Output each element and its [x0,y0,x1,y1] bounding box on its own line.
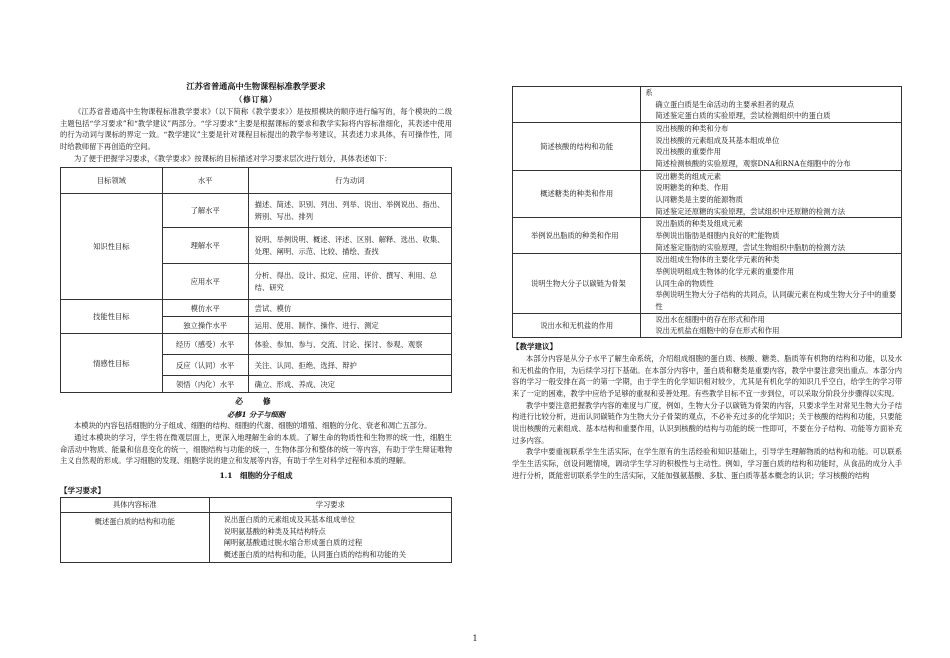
left-column [60,0,452,563]
req-topic: 概述蛋白质的结构和功能 [61,512,210,562]
cont-item: 说出核酸的种类和分布 [655,124,729,134]
cont-item: 说出组成生物体的主要化学元素的种类 [655,255,780,265]
level-cell: 独立操作水平 [162,317,248,334]
cont-item: 说出核酸的重要作用 [655,147,722,157]
verbs-cell: 描述、简述、识别、列出、列举、说出、举例说出、指出、辨别、写出、排列 [248,194,451,228]
req-header-requirement: 学习要求 [209,498,451,513]
verbs-cell: 关注、认同、拒绝、选择、辩护 [248,355,451,376]
domain-skill: 技能性目标 [61,300,163,334]
level-cell: 应用水平 [162,264,248,300]
teaching-paragraph-2: 教学中要注意把握教学内容的难度与广度，例如，生物大分子以碳链为骨架的内容，只要求学生对常见生物大分子结构进行比较分析，进而认同碳链作为生物大分子骨架的观点，不必补充过多的化学知识；关于核酸的结构和功能，只要能说出核酸的元素组成、基本结构和重要作用，认识到核酸的结构与功能的统一性即可，不要在分子结构、功能等方面补充过多内容。 [512,400,902,445]
cont-item: 举例说出脂肪是细胞内良好的贮能物质 [655,231,780,241]
level-cell: 模仿水平 [162,300,248,317]
cont-item: 确立蛋白质是生命活动的主要承担者的观点 [655,99,794,109]
verbs-cell: 运用、使用、制作、操作、进行、测定 [248,317,451,334]
cont-item: 说明糖类的种类、作用 [655,183,729,193]
cont-item: 说出糖类的组成元素 [655,171,722,181]
document-subtitle: （修订稿） [234,95,278,105]
cont-item: 举例说明生物大分子结构的共同点，认同碳元素在构成生物大分子中的重要性 [655,290,897,312]
cont-topic: 举例说出脂质的种类和作用 [513,218,641,254]
levels-header-verbs: 行为动词 [248,168,451,194]
cont-item: 举例说明组成生物体的化学元素的重要作用 [655,267,794,277]
level-cell: 了解水平 [162,194,248,228]
cont-items [641,170,902,218]
domain-emotion: 情感性目标 [61,334,163,393]
verbs-cell: 说明、举例说明、概述、评述、区别、解释、选出、收集、处理、阐明、示范、比较、描绘、查找 [248,228,451,264]
cont-item: 系 [645,88,653,97]
cont-items [641,87,902,123]
module-intro-2: 通过本模块的学习，学生将在微观层面上，更深入地理解生命的本质。了解生命的物质性和生物界的统一性，细胞生命活动中物质、能量和信息变化的统一，细胞结构与功能的统一，生物体部分和整体的统一等内容，有助于学生辩证唯物主义自然观的形成。学习细胞的发现、细胞学说的建立和发展等内容，有助于学生对科学过程和本质的理解。 [60,433,452,466]
verbs-cell: 体验、参加、参与、交流、讨论、探讨、参观、观察 [248,334,451,355]
cont-item: 简述鉴定还原糖的实验原理，尝试组织中还原糖的检测方法 [655,206,846,216]
subsection-heading: 1.1 细胞的分子组成 [219,471,293,481]
teaching-suggestions-heading: 【教学建议】 [512,342,557,352]
cont-item: 认同糖类是主要的能源物质 [655,195,743,205]
domain-knowledge: 知识性目标 [61,194,163,300]
cont-item: 说出无机盐在细胞中的存在形式和作用 [655,326,780,336]
module-heading: 必修1 分子与细胞 [227,409,285,419]
level-cell: 经历（感受）水平 [162,334,248,355]
intro-paragraph-1: 《江苏省普通高中生物课程标准教学要求》（以下简称《教学要求》）是按照模块的顺序进行编写的，每个模块的二级主题包括“学习要求”和“教学建议”两部分。“学习要求”主要是根据课标的要求和教学实际将内容标准细化，其表述中使用的行为动词与课标的界定一致。“教学建议”主要是针对课程目标提出的教学参考建议，其表述力求具体，有可操作性，同时给教师留下再创造的空间。 [60,107,452,152]
cont-topic-empty [513,87,641,123]
cont-item: 简述鉴定蛋白质的实验原理，尝试检测组织中的蛋白质 [655,111,831,121]
requirements-table [60,497,452,562]
cont-items [641,218,902,254]
cont-item: 简述鉴定脂肪的实验原理，尝试生物组织中脂肪的检测方法 [655,242,846,252]
req-item: 说出蛋白质的元素组成及其基本组成单位 [223,514,355,524]
teaching-paragraph-1: 本部分内容是从分子水平了解生命系统，介绍组成细胞的蛋白质、核酸、糖类、脂质等有机物的结构和功能，以及水和无机盐的作用，为后续学习打下基础。在本部分内容中，蛋白质和糖类是重要内容，教学中要注意突出重点。本部分内容的学习一般安排在高一的第一学期，由于学生的化学知识相对较少，尤其是有机化学的知识几乎空白，给学生的学习带来了一定的困难，教学中应给予足够的重视和妥善处理。有些教学目标不宜一步到位，可以采取分阶段分步骤得以实现。 [512,354,902,399]
req-item: 说明氨基酸的种类及其结构特点 [223,526,326,536]
teaching-paragraph-3: 教学中要重视联系学生生活实际，在学生原有的生活经验和知识基础上，引导学生理解物质的结构和功能。可以联系学生生活实际，创设问题情境，调动学生学习的积极性与主动性。例如，学习蛋白质的结构和功能时，从食品的成分入手进行分析，既能密切联系学生的生活实际，又能加强氨基酸、多肽、蛋白质等基本概念的认识；学习核酸的结构 [512,447,902,480]
levels-table [60,167,452,393]
req-item: 概述蛋白质的结构和功能，认同蛋白质的结构和功能的关 [223,549,406,559]
section-heading: 必 修 [235,397,277,407]
cont-topic: 概述糖类的种类和作用 [513,170,641,218]
req-header-standard: 具体内容标准 [61,498,210,513]
req-item: 阐明氨基酸通过脱水缩合形成蛋白质的过程 [223,538,363,548]
level-cell: 反应（认同）水平 [162,355,248,376]
verbs-cell: 分析、得出、设计、拟定、应用、评价、撰写、利用、总结、研究 [248,264,451,300]
cont-items [641,254,902,313]
level-cell: 理解水平 [162,228,248,264]
cont-item: 说出脂质的种类及组成元素 [655,219,743,229]
cont-topic: 说出水和无机盐的作用 [513,313,641,337]
cont-item: 认同生命的物质性 [655,278,714,288]
right-column [512,0,902,482]
cont-item: 说出核酸的元素组成及其基本组成单位 [655,135,780,145]
cont-item: 说出水在细胞中的存在形式和作用 [655,314,765,324]
requirements-table-continued [512,86,902,338]
cont-items [641,123,902,171]
level-cell: 领悟（内化）水平 [162,376,248,393]
verbs-cell: 确立、形成、养成、决定 [248,376,451,393]
req-items [209,512,451,562]
levels-header-domain: 目标领域 [61,168,163,194]
cont-items [641,313,902,337]
verbs-cell: 尝试、模仿 [248,300,451,317]
page-number: 1 [472,634,478,643]
cont-topic: 说明生物大分子以碳链为骨架 [513,254,641,313]
cont-item: 简述检测核酸的实验原理，观察DNA和RNA在细胞中的分布 [655,159,851,169]
intro-paragraph-2: 为了便于把握学习要求，《教学要求》按课标的目标描述对学习要求层次进行划分，具体表述如下： [74,153,392,163]
module-intro-1: 本模块的内容包括细胞的分子组成、细胞的结构、细胞的代谢、细胞的增殖、细胞的分化、衰老和凋亡五部分。 [74,421,432,431]
document-title: 江苏省普通高中生物课程标准教学要求 [186,81,326,91]
learning-requirements-heading: 【学习要求】 [60,486,105,496]
levels-header-level: 水平 [162,168,248,194]
cont-topic: 简述核酸的结构和功能 [513,123,641,171]
